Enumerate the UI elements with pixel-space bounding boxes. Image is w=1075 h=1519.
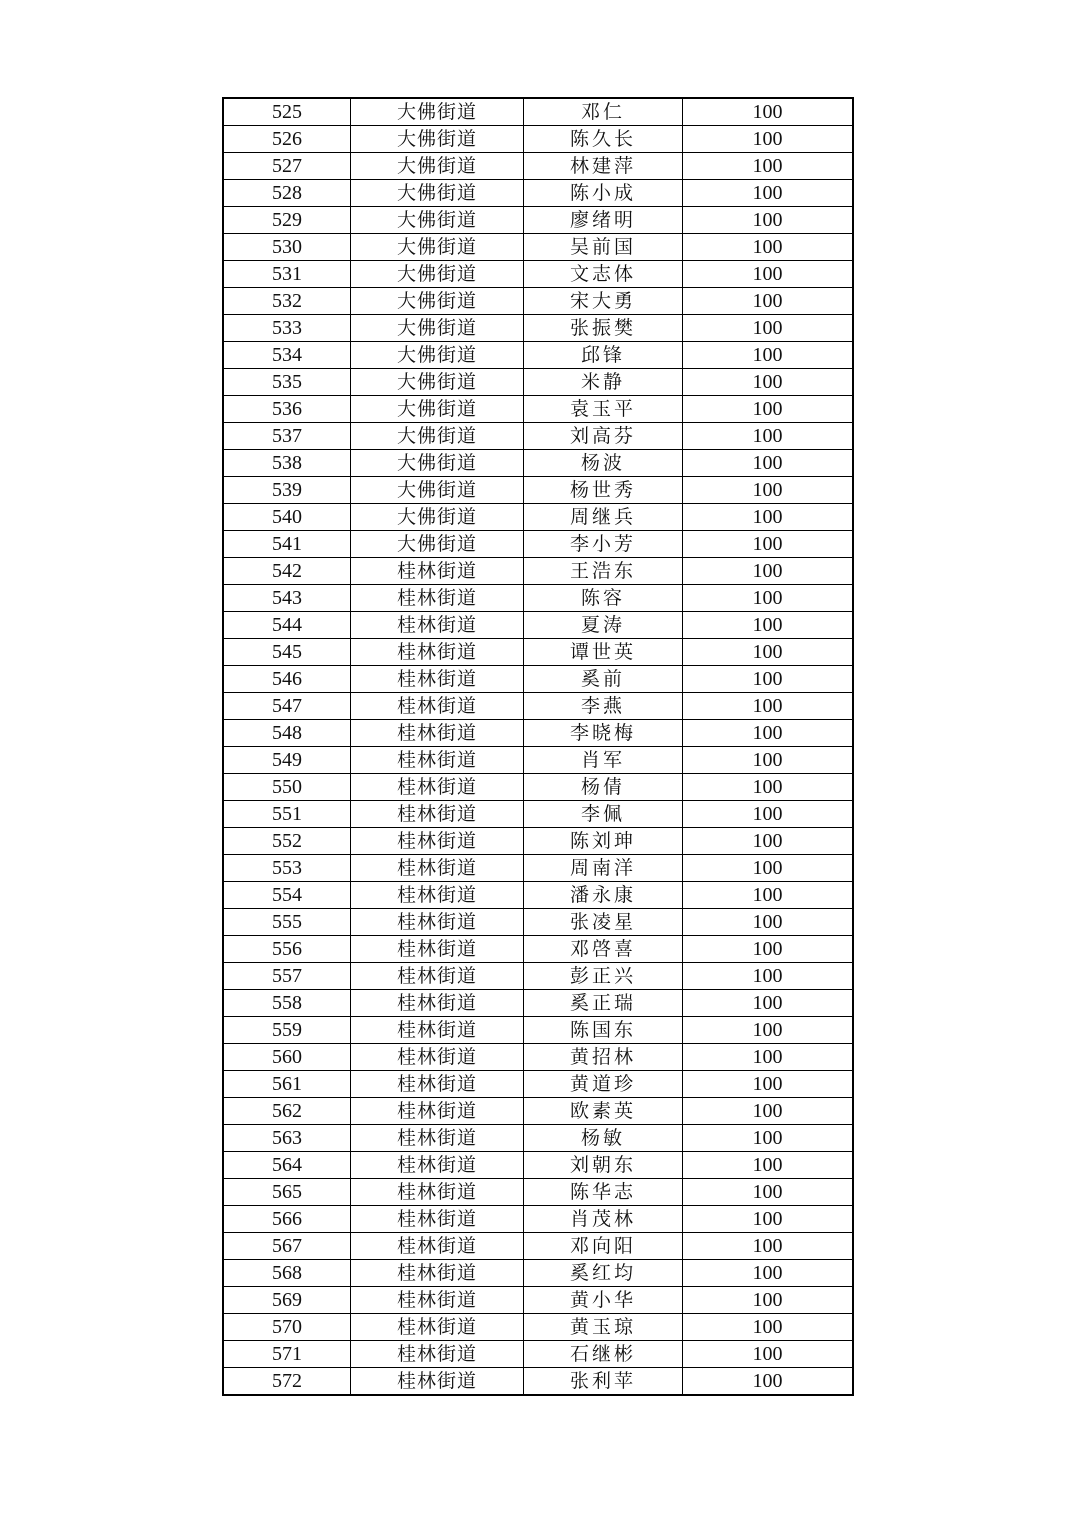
cell-amount: 100 — [683, 1260, 854, 1287]
cell-seq: 537 — [223, 423, 351, 450]
cell-street: 大佛街道 — [351, 126, 524, 153]
table-row — [223, 612, 853, 639]
cell-amount: 100 — [683, 1314, 854, 1341]
cell-seq: 559 — [223, 1017, 351, 1044]
cell-name: 杨倩 — [524, 774, 683, 801]
cell-name: 陈小成 — [524, 180, 683, 207]
cell-seq: 528 — [223, 180, 351, 207]
cell-amount: 100 — [683, 1341, 854, 1368]
cell-street: 大佛街道 — [351, 153, 524, 180]
cell-name: 邓仁 — [524, 98, 683, 126]
table-row — [223, 720, 853, 747]
cell-name: 石继彬 — [524, 1341, 683, 1368]
cell-name: 袁玉平 — [524, 396, 683, 423]
table-row — [223, 801, 853, 828]
table-row — [223, 990, 853, 1017]
cell-seq: 549 — [223, 747, 351, 774]
cell-street: 桂林街道 — [351, 909, 524, 936]
cell-seq: 567 — [223, 1233, 351, 1260]
table-row — [223, 98, 853, 126]
cell-amount: 100 — [683, 98, 854, 126]
cell-name: 李佩 — [524, 801, 683, 828]
cell-amount: 100 — [683, 504, 854, 531]
cell-amount: 100 — [683, 261, 854, 288]
cell-street: 大佛街道 — [351, 288, 524, 315]
cell-street: 大佛街道 — [351, 450, 524, 477]
cell-name: 肖军 — [524, 747, 683, 774]
cell-seq: 539 — [223, 477, 351, 504]
table-row — [223, 1071, 853, 1098]
cell-street: 桂林街道 — [351, 585, 524, 612]
cell-name: 奚正瑞 — [524, 990, 683, 1017]
cell-street: 桂林街道 — [351, 990, 524, 1017]
cell-seq: 536 — [223, 396, 351, 423]
cell-amount: 100 — [683, 531, 854, 558]
cell-amount: 100 — [683, 1368, 854, 1396]
cell-seq: 538 — [223, 450, 351, 477]
cell-street: 大佛街道 — [351, 477, 524, 504]
cell-name: 陈容 — [524, 585, 683, 612]
cell-name: 邓啓喜 — [524, 936, 683, 963]
cell-street: 大佛街道 — [351, 423, 524, 450]
cell-amount: 100 — [683, 828, 854, 855]
cell-name: 黄招林 — [524, 1044, 683, 1071]
cell-amount: 100 — [683, 1152, 854, 1179]
cell-amount: 100 — [683, 585, 854, 612]
cell-seq: 550 — [223, 774, 351, 801]
cell-seq: 551 — [223, 801, 351, 828]
cell-seq: 542 — [223, 558, 351, 585]
cell-name: 陈华志 — [524, 1179, 683, 1206]
cell-name: 宋大勇 — [524, 288, 683, 315]
table-row — [223, 558, 853, 585]
cell-name: 廖绪明 — [524, 207, 683, 234]
cell-street: 桂林街道 — [351, 720, 524, 747]
cell-amount: 100 — [683, 909, 854, 936]
table-row — [223, 1152, 853, 1179]
cell-seq: 548 — [223, 720, 351, 747]
cell-street: 大佛街道 — [351, 207, 524, 234]
cell-street: 桂林街道 — [351, 693, 524, 720]
cell-amount: 100 — [683, 234, 854, 261]
cell-street: 大佛街道 — [351, 369, 524, 396]
cell-amount: 100 — [683, 1179, 854, 1206]
cell-seq: 566 — [223, 1206, 351, 1233]
cell-name: 陈刘珅 — [524, 828, 683, 855]
table-row — [223, 1044, 853, 1071]
cell-amount: 100 — [683, 747, 854, 774]
cell-street: 大佛街道 — [351, 396, 524, 423]
cell-name: 张利苹 — [524, 1368, 683, 1396]
cell-seq: 535 — [223, 369, 351, 396]
cell-name: 张凌星 — [524, 909, 683, 936]
cell-seq: 531 — [223, 261, 351, 288]
cell-seq: 563 — [223, 1125, 351, 1152]
cell-street: 桂林街道 — [351, 1206, 524, 1233]
cell-street: 桂林街道 — [351, 558, 524, 585]
cell-name: 杨波 — [524, 450, 683, 477]
cell-amount: 100 — [683, 612, 854, 639]
cell-seq: 527 — [223, 153, 351, 180]
cell-amount: 100 — [683, 423, 854, 450]
cell-seq: 554 — [223, 882, 351, 909]
cell-name: 彭正兴 — [524, 963, 683, 990]
cell-amount: 100 — [683, 963, 854, 990]
table-row — [223, 504, 853, 531]
cell-amount: 100 — [683, 1233, 854, 1260]
cell-street: 桂林街道 — [351, 774, 524, 801]
cell-amount: 100 — [683, 693, 854, 720]
table-row — [223, 180, 853, 207]
cell-street: 大佛街道 — [351, 504, 524, 531]
cell-amount: 100 — [683, 396, 854, 423]
cell-amount: 100 — [683, 180, 854, 207]
cell-street: 桂林街道 — [351, 963, 524, 990]
cell-street: 大佛街道 — [351, 180, 524, 207]
cell-name: 欧素英 — [524, 1098, 683, 1125]
cell-street: 桂林街道 — [351, 1071, 524, 1098]
cell-seq: 547 — [223, 693, 351, 720]
roster-table-body — [223, 98, 853, 1395]
cell-amount: 100 — [683, 477, 854, 504]
table-row — [223, 1368, 853, 1396]
cell-seq: 546 — [223, 666, 351, 693]
cell-name: 黄道珍 — [524, 1071, 683, 1098]
table-row — [223, 1017, 853, 1044]
cell-street: 桂林街道 — [351, 801, 524, 828]
cell-seq: 571 — [223, 1341, 351, 1368]
cell-seq: 556 — [223, 936, 351, 963]
cell-street: 桂林街道 — [351, 1368, 524, 1396]
table-row — [223, 261, 853, 288]
cell-name: 黄小华 — [524, 1287, 683, 1314]
cell-name: 邓向阳 — [524, 1233, 683, 1260]
cell-street: 大佛街道 — [351, 234, 524, 261]
table-row — [223, 828, 853, 855]
table-row — [223, 396, 853, 423]
cell-amount: 100 — [683, 153, 854, 180]
cell-amount: 100 — [683, 315, 854, 342]
table-row — [223, 1287, 853, 1314]
cell-name: 吴前国 — [524, 234, 683, 261]
cell-seq: 545 — [223, 639, 351, 666]
cell-amount: 100 — [683, 990, 854, 1017]
cell-amount: 100 — [683, 720, 854, 747]
cell-street: 桂林街道 — [351, 639, 524, 666]
cell-street: 桂林街道 — [351, 855, 524, 882]
table-row — [223, 909, 853, 936]
cell-street: 大佛街道 — [351, 315, 524, 342]
cell-amount: 100 — [683, 1017, 854, 1044]
table-row — [223, 1098, 853, 1125]
table-row — [223, 1314, 853, 1341]
cell-name: 杨世秀 — [524, 477, 683, 504]
cell-seq: 565 — [223, 1179, 351, 1206]
cell-name: 刘高芬 — [524, 423, 683, 450]
cell-seq: 530 — [223, 234, 351, 261]
cell-seq: 552 — [223, 828, 351, 855]
cell-street: 桂林街道 — [351, 612, 524, 639]
cell-street: 桂林街道 — [351, 828, 524, 855]
cell-seq: 541 — [223, 531, 351, 558]
cell-amount: 100 — [683, 801, 854, 828]
cell-amount: 100 — [683, 450, 854, 477]
cell-street: 桂林街道 — [351, 1179, 524, 1206]
table-row — [223, 288, 853, 315]
table-row — [223, 882, 853, 909]
table-row — [223, 207, 853, 234]
cell-street: 桂林街道 — [351, 666, 524, 693]
cell-street: 桂林街道 — [351, 1314, 524, 1341]
cell-name: 奚前 — [524, 666, 683, 693]
cell-seq: 534 — [223, 342, 351, 369]
cell-seq: 540 — [223, 504, 351, 531]
cell-street: 大佛街道 — [351, 531, 524, 558]
table-row — [223, 450, 853, 477]
cell-street: 大佛街道 — [351, 98, 524, 126]
cell-amount: 100 — [683, 1206, 854, 1233]
cell-street: 桂林街道 — [351, 936, 524, 963]
cell-seq: 561 — [223, 1071, 351, 1098]
cell-seq: 564 — [223, 1152, 351, 1179]
table-row — [223, 531, 853, 558]
cell-name: 奚红均 — [524, 1260, 683, 1287]
cell-seq: 529 — [223, 207, 351, 234]
cell-name: 黄玉琼 — [524, 1314, 683, 1341]
cell-amount: 100 — [683, 774, 854, 801]
cell-seq: 558 — [223, 990, 351, 1017]
cell-street: 桂林街道 — [351, 1098, 524, 1125]
cell-amount: 100 — [683, 558, 854, 585]
cell-name: 林建萍 — [524, 153, 683, 180]
cell-seq: 543 — [223, 585, 351, 612]
cell-seq: 526 — [223, 126, 351, 153]
cell-name: 王浩东 — [524, 558, 683, 585]
cell-amount: 100 — [683, 207, 854, 234]
cell-seq: 553 — [223, 855, 351, 882]
cell-name: 米静 — [524, 369, 683, 396]
table-row — [223, 423, 853, 450]
table-row — [223, 153, 853, 180]
table-row — [223, 1341, 853, 1368]
table-row — [223, 585, 853, 612]
cell-seq: 533 — [223, 315, 351, 342]
cell-street: 桂林街道 — [351, 1233, 524, 1260]
cell-name: 周南洋 — [524, 855, 683, 882]
cell-name: 陈久长 — [524, 126, 683, 153]
cell-amount: 100 — [683, 126, 854, 153]
table-row — [223, 369, 853, 396]
cell-name: 刘朝东 — [524, 1152, 683, 1179]
cell-street: 桂林街道 — [351, 1287, 524, 1314]
table-row — [223, 774, 853, 801]
table-row — [223, 963, 853, 990]
cell-name: 张振樊 — [524, 315, 683, 342]
cell-street: 大佛街道 — [351, 261, 524, 288]
cell-name: 谭世英 — [524, 639, 683, 666]
table-row — [223, 1179, 853, 1206]
cell-name: 李小芳 — [524, 531, 683, 558]
table-row — [223, 1260, 853, 1287]
cell-name: 夏涛 — [524, 612, 683, 639]
table-row — [223, 315, 853, 342]
table-row — [223, 342, 853, 369]
cell-name: 文志体 — [524, 261, 683, 288]
table-row — [223, 234, 853, 261]
table-row — [223, 1233, 853, 1260]
cell-amount: 100 — [683, 1125, 854, 1152]
table-row — [223, 747, 853, 774]
cell-street: 大佛街道 — [351, 342, 524, 369]
cell-seq: 525 — [223, 98, 351, 126]
cell-name: 李晓梅 — [524, 720, 683, 747]
cell-name: 周继兵 — [524, 504, 683, 531]
table-row — [223, 855, 853, 882]
cell-name: 肖茂林 — [524, 1206, 683, 1233]
cell-amount: 100 — [683, 288, 854, 315]
cell-seq: 532 — [223, 288, 351, 315]
cell-amount: 100 — [683, 1044, 854, 1071]
cell-street: 桂林街道 — [351, 1341, 524, 1368]
table-row — [223, 936, 853, 963]
cell-seq: 555 — [223, 909, 351, 936]
table-row — [223, 666, 853, 693]
cell-seq: 557 — [223, 963, 351, 990]
table-row — [223, 1125, 853, 1152]
cell-amount: 100 — [683, 342, 854, 369]
table-row — [223, 477, 853, 504]
table-row — [223, 1206, 853, 1233]
cell-name: 陈国东 — [524, 1017, 683, 1044]
cell-seq: 562 — [223, 1098, 351, 1125]
cell-name: 潘永康 — [524, 882, 683, 909]
cell-amount: 100 — [683, 369, 854, 396]
cell-seq: 569 — [223, 1287, 351, 1314]
cell-amount: 100 — [683, 1098, 854, 1125]
cell-street: 桂林街道 — [351, 747, 524, 774]
cell-street: 桂林街道 — [351, 1044, 524, 1071]
cell-street: 桂林街道 — [351, 1125, 524, 1152]
cell-amount: 100 — [683, 666, 854, 693]
cell-amount: 100 — [683, 1287, 854, 1314]
cell-seq: 560 — [223, 1044, 351, 1071]
cell-street: 桂林街道 — [351, 882, 524, 909]
cell-street: 桂林街道 — [351, 1017, 524, 1044]
table-row — [223, 126, 853, 153]
cell-amount: 100 — [683, 855, 854, 882]
cell-amount: 100 — [683, 1071, 854, 1098]
cell-amount: 100 — [683, 936, 854, 963]
roster-table — [222, 97, 854, 1396]
cell-seq: 568 — [223, 1260, 351, 1287]
cell-seq: 570 — [223, 1314, 351, 1341]
table-row — [223, 693, 853, 720]
cell-amount: 100 — [683, 882, 854, 909]
cell-name: 邱锋 — [524, 342, 683, 369]
cell-street: 桂林街道 — [351, 1260, 524, 1287]
cell-name: 李燕 — [524, 693, 683, 720]
cell-amount: 100 — [683, 639, 854, 666]
cell-street: 桂林街道 — [351, 1152, 524, 1179]
cell-seq: 572 — [223, 1368, 351, 1396]
cell-name: 杨敏 — [524, 1125, 683, 1152]
table-row — [223, 639, 853, 666]
cell-seq: 544 — [223, 612, 351, 639]
